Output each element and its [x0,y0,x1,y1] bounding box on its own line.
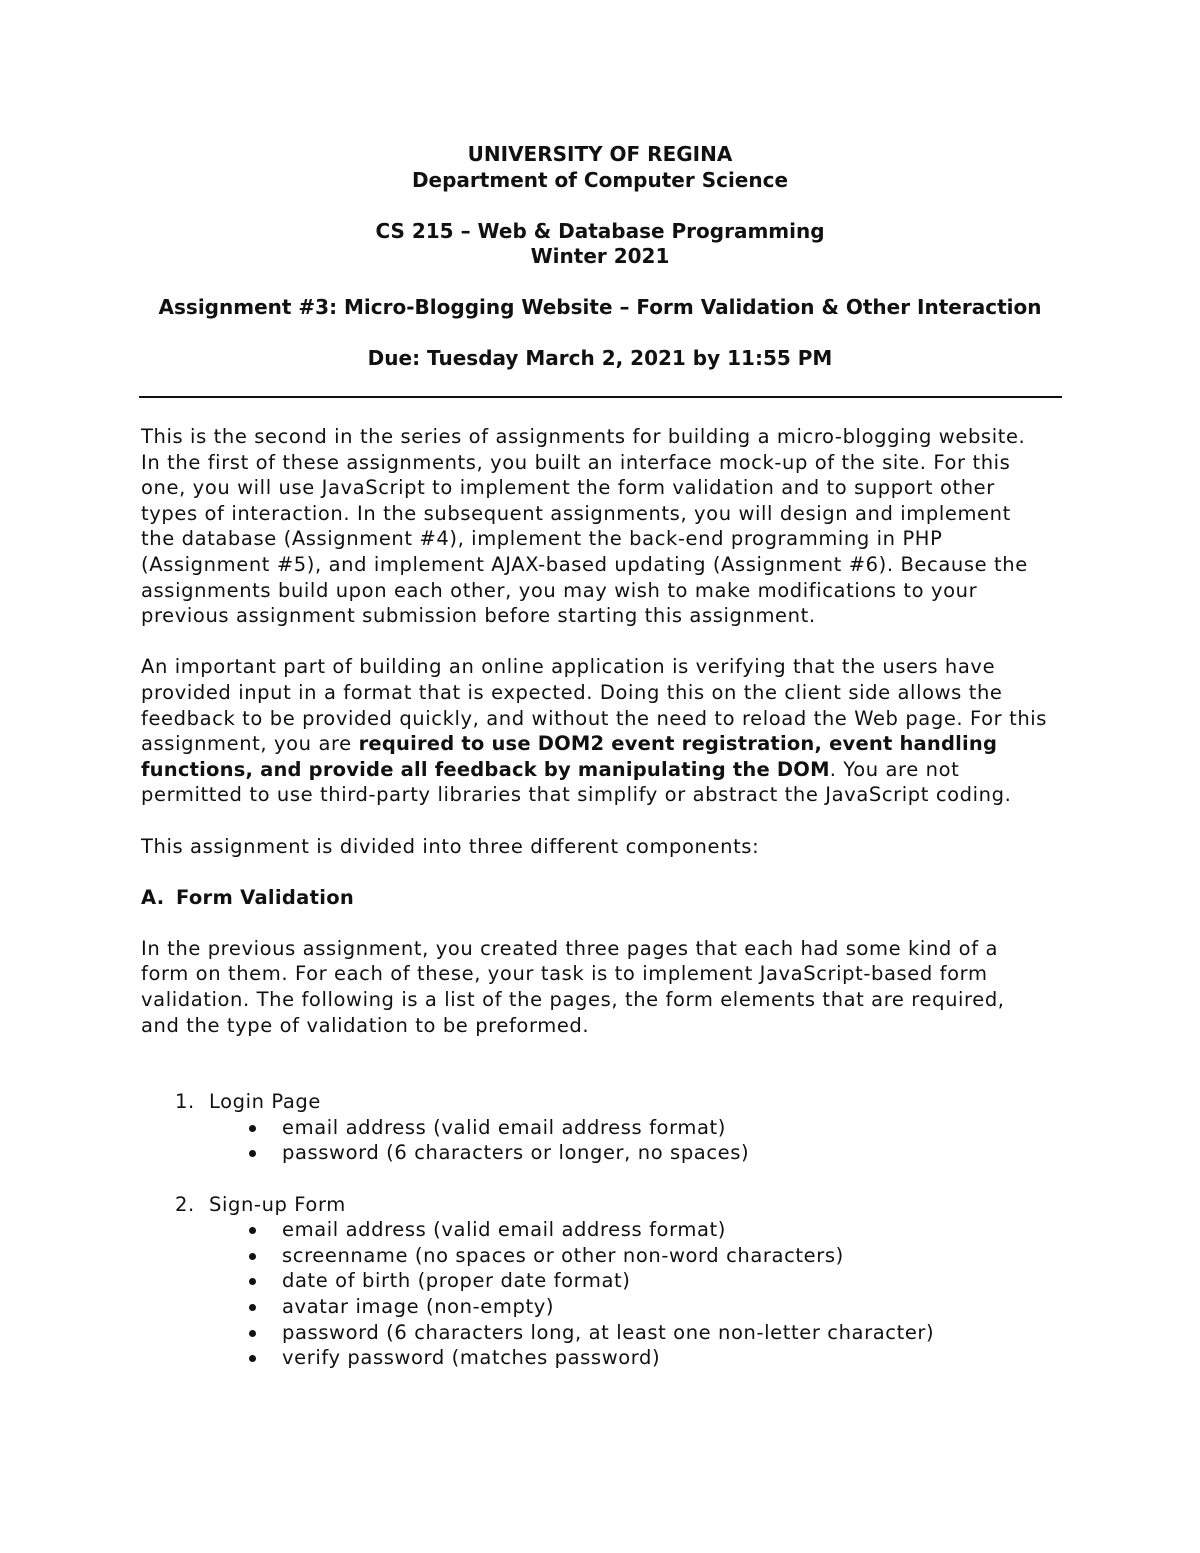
bullet-icon [249,1278,256,1285]
field-text: password (6 characters or longer, no spaces) [282,1141,750,1165]
section-title: Form Validation [176,885,355,909]
document-body [141,424,1071,1396]
bullet-icon [249,1125,256,1132]
intro-line: assignments build upon each other, you may wish to make modifications to your [141,578,978,602]
field-text: screenname (no spaces or other non-word characters) [282,1243,844,1267]
field-item [141,1320,1071,1346]
section-a-line: and the type of validation to be preformed. [141,1013,590,1037]
page-name: Sign-up Form [209,1192,346,1216]
section-letter: A. [141,885,165,909]
intro-line: previous assignment submission before starting this assignment. [141,604,816,628]
list-item [141,1192,1071,1371]
list-number: 2. [175,1192,195,1216]
intro-line: In the first of these assignments, you built an interface mock-up of the site. For this [141,450,1011,474]
intro-line: types of interaction. In the subsequent assignments, you will design and implement [141,501,1011,525]
section-a-line: form on them. For each of these, your task is to implement JavaScript-based form [141,962,988,986]
importance-line [141,757,1071,783]
page-name: Login Page [209,1090,322,1114]
section-a-paragraph [141,936,1071,1038]
importance-line [141,731,1071,757]
section-a-heading [141,885,1071,911]
field-item [141,1345,1071,1371]
field-item [141,1115,1071,1141]
section-a-line: validation. The following is a list of the pages, the form elements that are required, [141,988,1005,1012]
field-text: avatar image (non-empty) [282,1295,555,1318]
list-number: 1. [175,1090,195,1114]
intro-paragraph [141,424,1071,629]
field-text: verify password (matches password) [282,1346,661,1370]
components-intro: This assignment is divided into three different components: [141,834,760,858]
importance-line: permitted to use third-party libraries that simplify or abstract the JavaScript coding. [141,783,1012,807]
field-text: password (6 characters long, at least one non-letter character) [282,1320,935,1344]
bullet-icon [249,1304,256,1311]
department-name: Department of Computer Science [411,167,789,192]
intro-line: (Assignment #5), and implement AJAX-based updating (Assignment #6). Because the [141,552,1028,576]
section-a-line: In the previous assignment, you created three pages that each had some kind of a [141,936,999,960]
importance-line: provided input in a format that is expected. Doing this on the client side allows the [141,680,1003,704]
field-item [141,1268,1071,1294]
course-title: CS 215 – Web & Database Programming [375,218,825,243]
requirement-emphasis: required to use DOM2 event registration, event handling [358,732,998,756]
importance-paragraph [141,654,1071,808]
field-item [141,1243,1071,1269]
assignment-title: Assignment #3: Micro-Blogging Website – Form Validation & Other Interaction [158,295,1042,319]
bullet-icon [249,1355,256,1362]
bullet-icon [249,1227,256,1234]
list-item [141,1089,1071,1166]
bullet-icon [249,1330,256,1337]
requirement-emphasis: functions, and provide all feedback by manipulating the DOM [141,757,830,781]
document-header [0,142,1200,372]
intro-line: the database (Assignment #4), implement the back-end programming in PHP [141,527,943,551]
field-text: email address (valid email address format) [282,1115,726,1139]
importance-text: assignment, you are [141,732,359,756]
header-divider [139,396,1062,398]
term: Winter 2021 [530,244,670,268]
university-name: UNIVERSITY OF REGINA [467,142,733,166]
intro-line: one, you will use JavaScript to implement the form validation and to support other [141,476,995,500]
field-list [141,1217,1071,1371]
field-item [141,1140,1071,1166]
field-list [141,1115,1071,1166]
importance-line: feedback to be provided quickly, and without the need to reload the Web page. For this [141,706,1048,730]
importance-line: An important part of building an online application is verifying that the users have [141,655,996,679]
field-text: date of birth (proper date format) [282,1269,631,1293]
intro-line: This is the second in the series of assignments for building a micro-blogging website. [141,425,1026,448]
field-text: email address (valid email address format) [282,1218,726,1242]
field-item [141,1217,1071,1243]
bullet-icon [249,1253,256,1260]
importance-text: . You are not [829,757,960,781]
due-date: Due: Tuesday March 2, 2021 by 11:55 PM [367,346,833,370]
bullet-icon [249,1150,256,1157]
pages-list [141,1089,1071,1371]
field-item [141,1294,1071,1320]
